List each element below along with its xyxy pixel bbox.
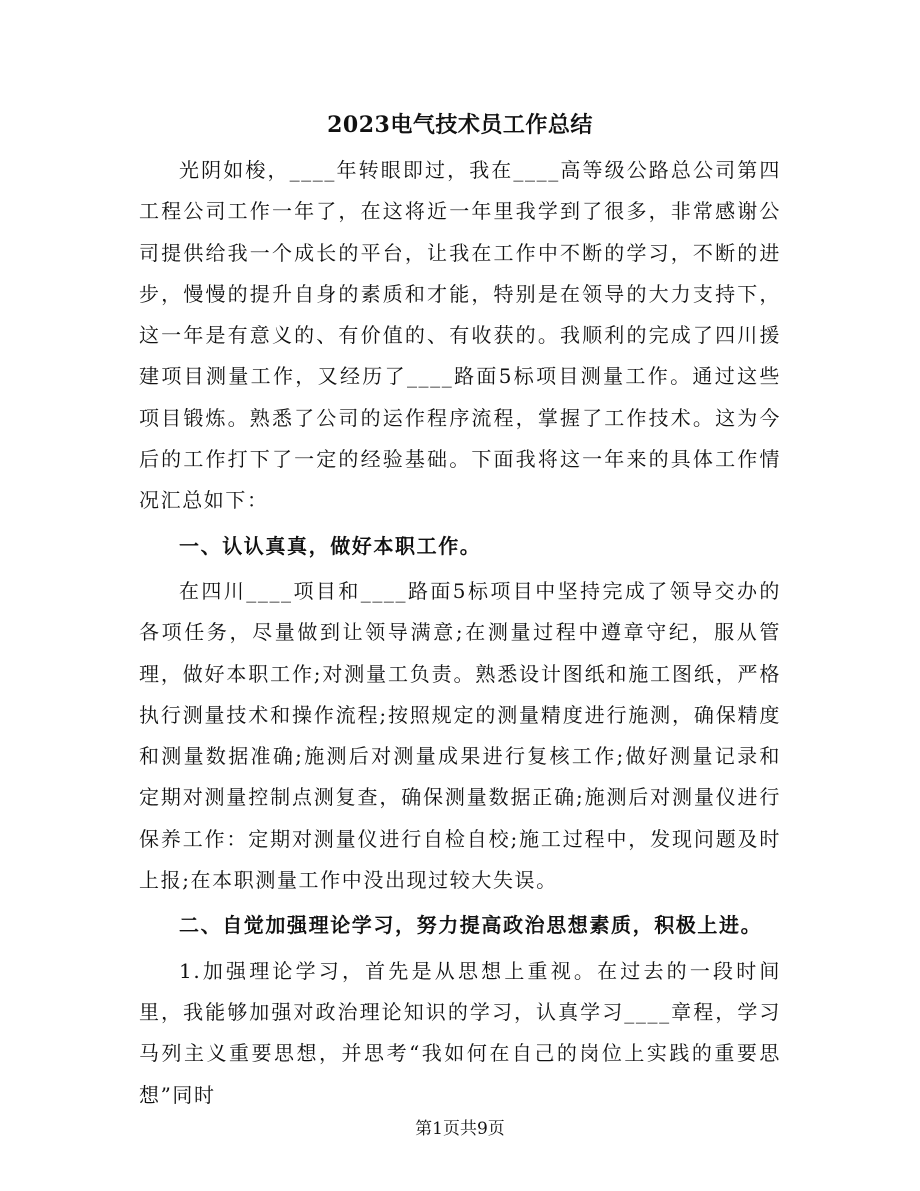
paragraph-section-1: 在四川____项目和____路面5标项目中坚持完成了领导交办的各项任务，尽量做到让领导满意;在测量过程中遵章守纪，服从管理，做好本职工作;对测量工负责。熟悉设计图纸和施工图纸，严格执行测量技术和操作流程;按照规定的测量精度进行施测，确保精度和测量数据准确;施测后对测量成果进行复核工作;做好测量记录和定期对测量控制点测复查，确保测量数据正确;施测后对测量仪进行保养工作：定期对测量仪进行自检自校;施工过程中，发现问题及时上报;在本职测量工作中没出现过较大失误。 <box>139 578 781 893</box>
section-heading-2: 二、自觉加强理论学习，努力提高政治思想素质，积极上进。 <box>179 913 763 938</box>
page-number-footer: 第1页共9页 <box>415 1119 505 1139</box>
paragraph-section-2-item-1: 1.加强理论学习，首先是从思想上重视。在过去的一段时间里，我能够加强对政治理论知识的学习，认真学习____章程，学习马列主义重要思想，并思考“我如何在自己的岗位上实践的重要思想”同时 <box>139 958 781 1107</box>
section-heading-1: 一、认认真真，做好本职工作。 <box>179 533 482 558</box>
paragraph-intro: 光阴如梭，____年转眼即过，我在____高等级公路总公司第四工程公司工作一年了，在这将近一年里我学到了很多，非常感谢公司提供给我一个成长的平台，让我在工作中不断的学习，不断的进步，慢慢的提升自身的素质和才能，特别是在领导的大力支持下，这一年是有意义的、有价值的、有收获的。我顺利的完成了四川援建项目测量工作，又经历了____路面5标项目测量工作。通过这些项目锻炼。熟悉了公司的运作程序流程，掌握了工作技术。这为今后的工作打下了一定的经验基础。下面我将这一年来的具体工作情况汇总如下： <box>139 158 781 513</box>
document-body <box>139 150 781 1116</box>
document-title: 2023电气技术员工作总结 <box>327 112 593 138</box>
